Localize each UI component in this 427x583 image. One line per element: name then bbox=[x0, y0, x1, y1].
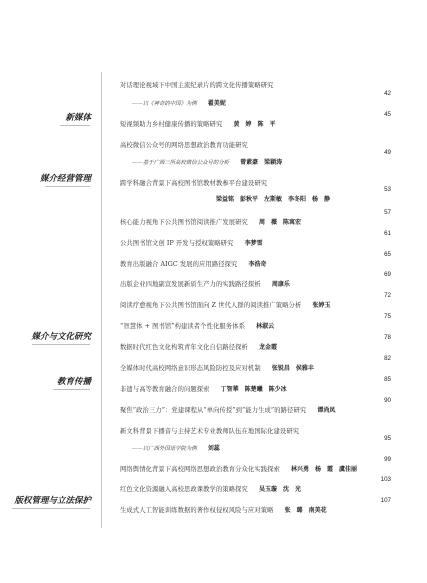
entry-authors: 张锐昌 侯雅丰 bbox=[271, 365, 314, 372]
toc-entry[interactable] bbox=[120, 90, 391, 107]
section-underline bbox=[45, 186, 90, 187]
entry-title: 对话理论视域下中国主流纪录片的跨文化传播策略研究 bbox=[120, 82, 274, 89]
toc-entry[interactable] bbox=[120, 186, 391, 203]
entry-authors: 张婷玉 bbox=[312, 302, 331, 309]
section-underline bbox=[60, 125, 90, 126]
toc-entry[interactable] bbox=[120, 111, 391, 128]
entry-page-number: 85 bbox=[384, 376, 391, 383]
entry-authors: 龙金霞 bbox=[259, 344, 278, 351]
entry-title: 网络舆情化背景下高校网络思想政治教育分众化实践探索 bbox=[120, 466, 280, 473]
entry-page-number: 75 bbox=[384, 313, 391, 320]
entry-authors: 丁智華 陈楚曦 陈少冰 bbox=[220, 386, 287, 393]
entry-subtitle: ——以广西外国语学院为例 bbox=[132, 446, 197, 452]
entry-authors: 梁益铭 彭秋平 左斯敏 李冬阳 杨 静 bbox=[216, 196, 331, 203]
entry-page-number: 45 bbox=[384, 111, 391, 118]
entry-page-number: 107 bbox=[380, 497, 391, 504]
entry-page-number: 57 bbox=[384, 209, 391, 216]
entry-authors: 周康乐 bbox=[271, 281, 290, 288]
entry-title: 短视频助力乡村健康传播的策略研究 bbox=[120, 121, 223, 128]
entry-title: 红色文化资源融入高校思政课教学的策略探究 bbox=[120, 486, 248, 493]
entry-page-number: 82 bbox=[384, 355, 391, 362]
entry-title: “智慧体 + 图书馆”构建读者个性化服务体系 bbox=[120, 323, 245, 330]
section-label-copyright: 版权管理与立法保护 bbox=[14, 496, 91, 506]
vertical-divider bbox=[101, 72, 102, 528]
section-underline bbox=[12, 508, 90, 509]
toc-entry[interactable] bbox=[120, 132, 391, 149]
toc-entry[interactable] bbox=[120, 376, 391, 393]
entry-title: 公共图书馆文创 IP 开发与授权策略研究 bbox=[120, 240, 234, 247]
toc-entry[interactable] bbox=[120, 72, 391, 89]
entry-authors: 刘蕊 bbox=[207, 445, 220, 452]
entry-authors: 李浩奇 bbox=[248, 261, 267, 268]
section-label-media-management: 媒介经营管理 bbox=[39, 174, 91, 184]
toc-entry[interactable] bbox=[120, 418, 391, 435]
entry-page-number: 95 bbox=[384, 435, 391, 442]
entry-page-number: 78 bbox=[384, 334, 391, 341]
section-underline bbox=[32, 344, 90, 345]
entry-page-number: 90 bbox=[384, 397, 391, 404]
toc-entry[interactable] bbox=[120, 251, 391, 268]
toc-entry[interactable] bbox=[120, 397, 391, 414]
toc-entry[interactable] bbox=[120, 313, 391, 330]
entry-authors: 林淑云 bbox=[256, 323, 275, 330]
toc-entry[interactable] bbox=[120, 292, 391, 309]
entry-title: 新文科背景下播音与主持艺术专业教师队伍在地国际化建设研究 bbox=[120, 428, 300, 435]
toc-entry[interactable] bbox=[120, 170, 391, 187]
entry-title: 教育出版融合 AIGC 发展的应用路径探究 bbox=[120, 261, 238, 268]
entry-authors: 周 薇 陈寓宏 bbox=[259, 219, 302, 226]
entry-title: 阅读疗愈视角下公共图书馆面向 Z 世代人群的阅读推广策略分析 bbox=[120, 302, 302, 309]
toc-entry[interactable] bbox=[120, 209, 391, 226]
entry-title: 核心能力视角下公共图书馆阅读推广发展研究 bbox=[120, 219, 248, 226]
toc-entry[interactable] bbox=[120, 355, 391, 372]
entry-page-number: 49 bbox=[384, 149, 391, 156]
entry-page-number: 42 bbox=[384, 90, 391, 97]
toc-entry[interactable] bbox=[120, 230, 391, 247]
entry-authors: 林兴勇 杨 霞 虞佳丽 bbox=[291, 466, 358, 473]
section-underline bbox=[53, 389, 90, 390]
entry-title: 出版企业四地副宣发展新质生产力的实践路径探析 bbox=[120, 281, 261, 288]
entry-title: 生成式人工智能训练数据的著作权侵权风险与应对策略 bbox=[120, 507, 274, 514]
toc-entry[interactable] bbox=[120, 271, 391, 288]
entry-authors: 吴玉璇 沈 光 bbox=[259, 486, 302, 493]
toc-entry[interactable] bbox=[120, 476, 391, 493]
entry-authors: 谭尚凤 bbox=[317, 407, 336, 414]
entry-title: 高校微信公众号的网络思想政治教育功能研究 bbox=[120, 142, 248, 149]
entry-subtitle: ——以《神奇的中国》为例 bbox=[132, 101, 197, 107]
entry-title: 数据时代红色文化构筑青年文化自信路径探析 bbox=[120, 344, 248, 351]
entry-subtitle: ——基于广西三所高校微信公众号的分析 bbox=[132, 160, 230, 166]
entry-page-number: 69 bbox=[384, 271, 391, 278]
entry-page-number: 99 bbox=[384, 456, 391, 463]
entry-authors: 曾素豪 梁颖涛 bbox=[240, 159, 283, 166]
section-label-new-media: 新媒体 bbox=[65, 113, 91, 123]
entry-title: 非遗与高等教育融合的问题探索 bbox=[120, 386, 210, 393]
entry-authors: 李梦雪 bbox=[244, 240, 263, 247]
entry-title: 聚焦“政治三力”：党建课程从“单向传授”到“能力生成”的路径研究 bbox=[120, 407, 307, 414]
toc-entry[interactable] bbox=[120, 435, 391, 452]
toc-entry[interactable] bbox=[120, 497, 391, 514]
toc-entry[interactable] bbox=[120, 456, 391, 473]
entry-page-number: 65 bbox=[384, 251, 391, 258]
entry-title: 跨学科融合背景下高校图书馆教材教参平台建设研究 bbox=[120, 180, 268, 187]
entry-page-number: 61 bbox=[384, 230, 391, 237]
toc-entry[interactable] bbox=[120, 334, 391, 351]
entry-page-number: 103 bbox=[380, 476, 391, 483]
entry-page-number: 53 bbox=[384, 186, 391, 193]
entry-page-number: 72 bbox=[384, 292, 391, 299]
entry-authors: 黄 婷 陈 平 bbox=[233, 121, 276, 128]
entry-authors: 张 璐 南美花 bbox=[284, 507, 327, 514]
toc-entry[interactable] bbox=[120, 149, 391, 166]
section-label-education: 教育传播 bbox=[56, 377, 91, 387]
entry-title: 全媒体时代高校网络意识形态风险防控及应对机制 bbox=[120, 365, 261, 372]
entry-authors: 翟美妮 bbox=[207, 100, 226, 107]
section-label-media-culture: 媒介与文化研究 bbox=[31, 332, 91, 342]
